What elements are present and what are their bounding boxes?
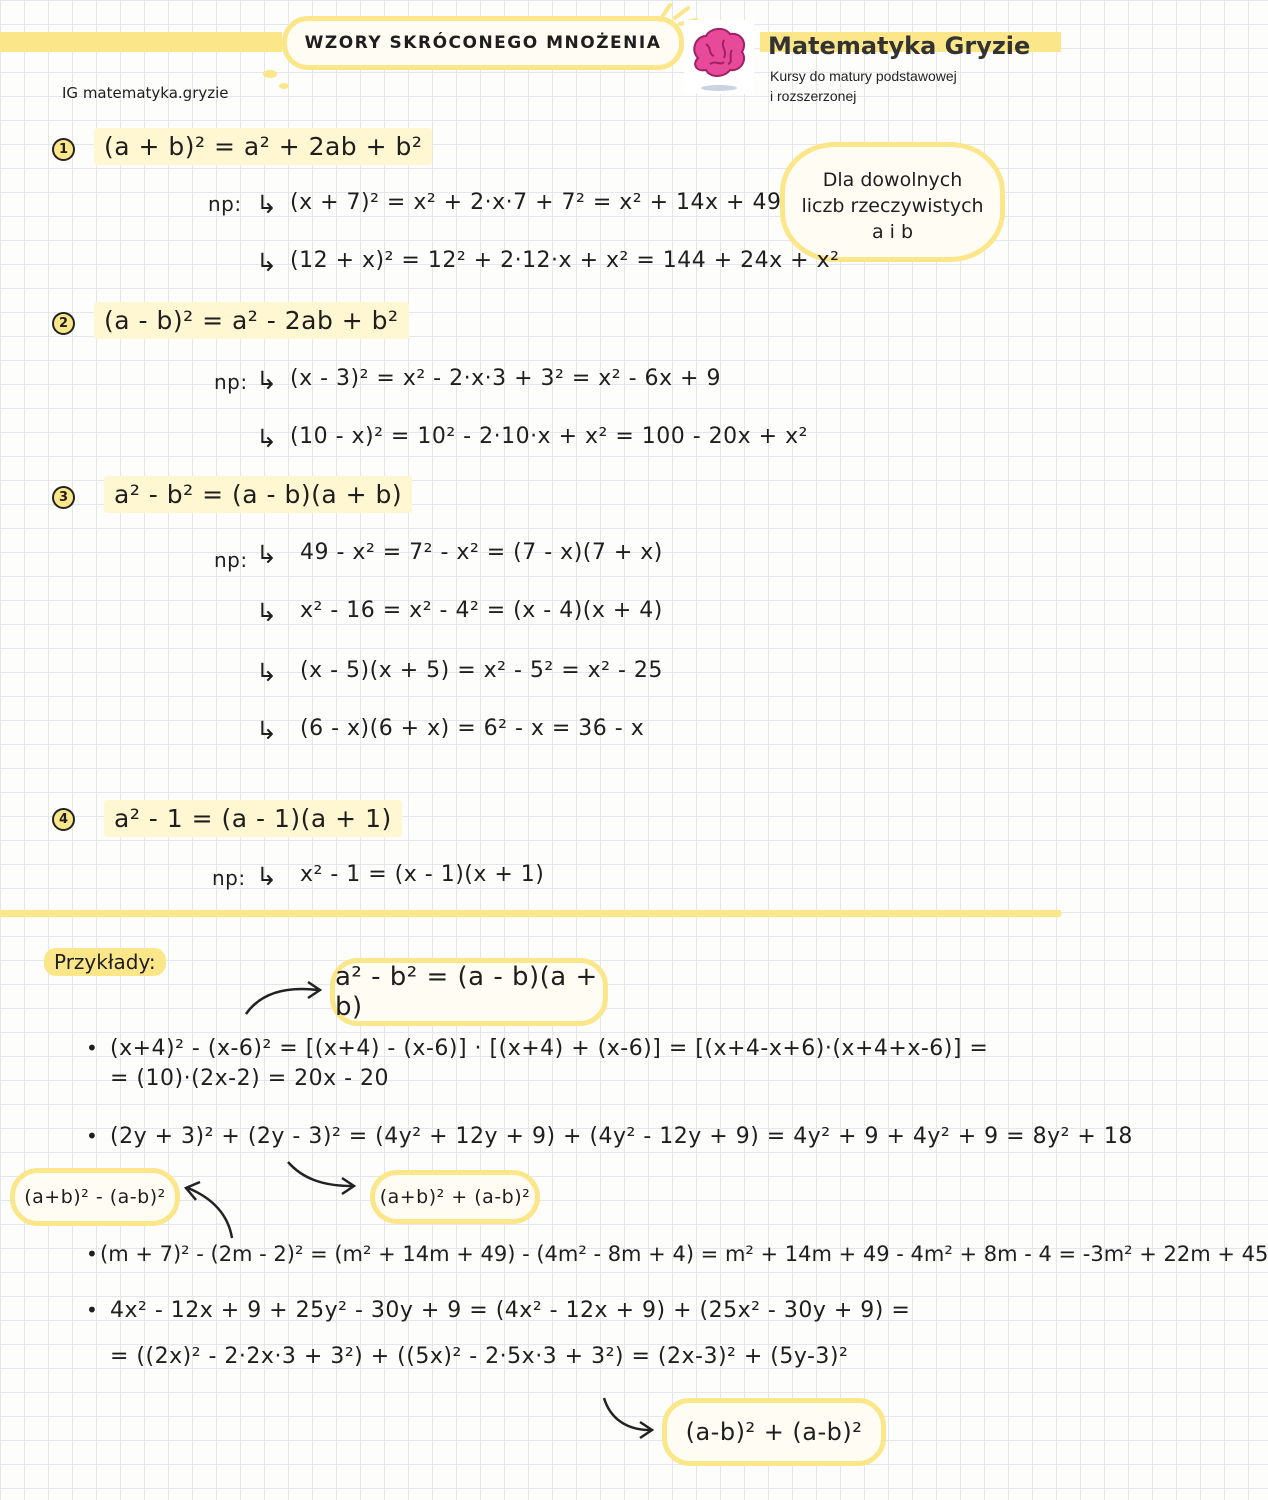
instagram-handle: IG matematyka.gryzie [62,84,229,102]
arrow-marker: ↳ [256,248,278,277]
page-title [282,16,684,70]
brand-subtitle-2: i rozszerzonej [770,88,857,104]
callout-square-sum-text: (a-b)² + (a-b)² [685,1418,863,1446]
callout-difference-of-two-squares-text: (a+b)² - (a-b)² [24,1186,166,1208]
arrow-marker: ↳ [256,366,278,395]
note-line-2: liczb rzeczywistych [801,195,984,217]
bullet: • [86,1036,98,1060]
bullet: • [86,1242,98,1266]
formula-number-3: 3 [52,486,75,509]
arrow-marker: ↳ [256,540,278,569]
np-label: np: [214,548,248,572]
arrow-marker: ↳ [256,716,278,745]
callout-difference-of-squares-text: a² - b² = (a - b)(a + b) [335,962,598,1022]
example-1-line-1: (x+4)² - (x-6)² = [(x+4) - (x-6)] · [(x+4) + (x-6)] = [(x+4-x+6)·(x+4+x-6)] = [110,1036,989,1061]
note-cloud [780,142,1005,262]
formula-1-example-1: (x + 7)² = x² + 2·x·7 + 7² = x² + 14x + 49 [290,190,782,215]
formula-number-1: 1 [52,138,75,161]
arrow-marker: ↳ [256,862,278,891]
np-label: np: [214,370,248,394]
brand-subtitle-1: Kursy do matury podstawowej [770,68,957,84]
example-3-line-1: (m + 7)² - (2m - 2)² = (m² + 14m + 49) - (4m² - 8m + 4) = m² + 14m + 49 - 4m² + 8m - 4 = -3m² + 22m + 45 [100,1242,1268,1266]
page-title-text: WZORY SKRÓCONEGO MNOŻENIA [304,33,662,53]
arrow-marker: ↳ [256,658,278,687]
section-divider [0,910,1061,917]
callout-square-sum [662,1398,886,1466]
formula-1-example-2: (12 + x)² = 12² + 2·12·x + x² = 144 + 24x + x² [290,248,840,273]
arrow-icon [240,976,330,1020]
callout-difference-of-two-squares [10,1168,180,1226]
arrow-icon [282,1156,362,1196]
arrow-icon [176,1174,246,1244]
formula-3-example-3: (x - 5)(x + 5) = x² - 5² = x² - 25 [300,658,663,683]
bullet: • [86,1124,98,1148]
formula-number-4: 4 [52,808,75,831]
arrow-marker: ↳ [256,190,278,219]
arrow-marker: ↳ [256,598,278,627]
arrow-icon [596,1392,660,1442]
formula-2-main: (a - b)² = a² - 2ab + b² [94,302,409,339]
formula-3-example-1: 49 - x² = 7² - x² = (7 - x)(7 + x) [300,540,663,565]
callout-sum-of-squares [370,1170,540,1224]
example-4-line-1: 4x² - 12x + 9 + 25y² - 30y + 9 = (4x² - 12x + 9) + (25x² - 30y + 9) = [110,1298,911,1323]
example-1-line-2: = (10)·(2x-2) = 20x - 20 [110,1066,390,1091]
bullet: • [86,1298,98,1322]
note-line-3: a i b [871,221,914,243]
formula-3-main: a² - b² = (a - b)(a + b) [104,476,412,513]
brain-logo-icon [684,20,754,94]
formula-3-example-4: (6 - x)(6 + x) = 6² - x = 36 - x [300,716,645,741]
formula-1-main: (a + b)² = a² + 2ab + b² [94,128,432,165]
formula-4-main: a² - 1 = (a - 1)(a + 1) [104,800,402,837]
formula-2-example-1: (x - 3)² = x² - 2·x·3 + 3² = x² - 6x + 9 [290,366,721,391]
sparkle-icon [258,62,298,94]
brand-name: Matematyka Gryzie [768,32,1031,60]
np-label: np: [212,866,246,890]
header-bar-left [0,32,282,52]
formula-2-example-2: (10 - x)² = 10² - 2·10·x + x² = 100 - 20x + x² [290,424,808,449]
formula-3-example-2: x² - 16 = x² - 4² = (x - 4)(x + 4) [300,598,663,623]
example-2-line-1: (2y + 3)² + (2y - 3)² = (4y² + 12y + 9) + (4y² - 12y + 9) = 4y² + 9 + 4y² + 9 = 8y² + 18 [110,1124,1133,1149]
np-label: np: [208,192,242,216]
example-4-line-2: = ((2x)² - 2·2x·3 + 3²) + ((5x)² - 2·5x·3 + 3²) = (2x-3)² + (5y-3)² [110,1344,849,1369]
callout-sum-of-squares-text: (a+b)² + (a-b)² [379,1186,531,1208]
examples-label: Przykłady: [44,948,166,976]
formula-number-2: 2 [52,312,75,335]
callout-difference-of-squares [330,958,608,1026]
formula-4-example-1: x² - 1 = (x - 1)(x + 1) [300,862,545,887]
arrow-marker: ↳ [256,424,278,453]
note-line-1: Dla dowolnych [822,169,963,191]
